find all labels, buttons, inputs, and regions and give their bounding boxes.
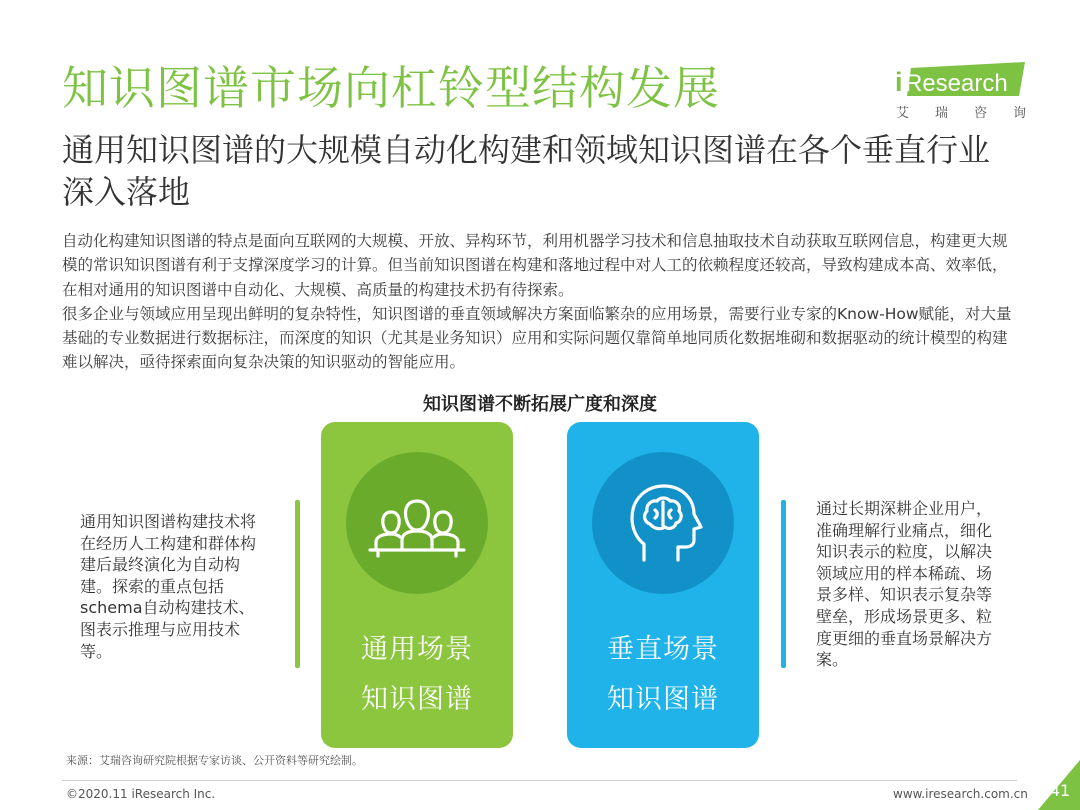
general-kg-label-line2: 知识图谱 (361, 684, 473, 715)
logo-char: 瑞 (934, 106, 948, 121)
iresearch-logo (893, 62, 1028, 124)
page-title: 知识图谱市场向杠铃型结构发展 (62, 61, 720, 115)
logo-char: 咨 (973, 106, 987, 121)
body-text (62, 229, 1022, 375)
vertical-kg-label-line1: 垂直场景 (607, 634, 719, 665)
logo-brand-i: i (895, 67, 903, 97)
right-accent-bar (781, 500, 786, 668)
left-accent-bar (295, 500, 300, 668)
logo-chinese-name (896, 102, 1026, 121)
website-link[interactable]: www.iresearch.com.cn (893, 787, 1028, 801)
general-kg-label-line1: 通用场景 (361, 634, 473, 665)
logo-mark (893, 62, 1028, 100)
logo-char: 询 (1012, 106, 1026, 121)
body-paragraph: 很多企业与领域应用呈现出鲜明的复杂特性，知识图谱的垂直领域解决方案面临繁杂的应用场景，需要行业专家的Know-How赋能，对大量基础的专业数据进行数据标注，而深度的知识（尤其是业务知识）应用和实际问题仅靠简单地同质化数据堆砌和数据驱动的统计模型的构建难以解决，亟待探索面向复杂决策的知识驱动的智能应用。 (62, 304, 1012, 372)
page-number: 41 (1049, 781, 1071, 800)
body-paragraph: 自动化构建知识图谱的特点是面向互联网的大规模、开放、异构环节，利用机器学习技术和信息抽取技术自动获取互联网信息，构建更大规模的常识知识图谱有利于支撑深度学习的计算。但当前知识图谱在构建和落地过程中对人工的依赖程度还较高，导致构建成本高、效率低，在相对通用的知识图谱中自动化、大规模、高质量的构建技术扔有待探索。 (62, 232, 1008, 299)
vertical-kg-card (567, 422, 759, 748)
vertical-kg-description: 通过长期深耕企业用户，准确理解行业痛点，细化知识表示的粒度，以解决领域应用的样本稀疏、场景多样、知识表示复杂等壁垒，形成场景更多、粒度更细的垂直场景解决方案。 (816, 499, 993, 670)
general-kg-icon-circle (346, 452, 488, 594)
general-kg-card (321, 422, 513, 748)
logo-char: 艾 (896, 106, 910, 121)
logo-brand-text: Research (905, 70, 1008, 97)
diagram-title: 知识图谱不断拓展广度和深度 (423, 394, 657, 415)
general-kg-description: 通用知识图谱构建技术将在经历人工构建和群体构建后最终演化为自动构建。探索的重点包括schema自动构建技术、图表示推理与应用技术等。 (80, 512, 257, 661)
source-note: 来源：艾瑞咨询研究院根据专家访谈、公开资料等研究绘制。 (66, 754, 363, 767)
vertical-kg-label-line2: 知识图谱 (607, 684, 719, 715)
footer-divider (62, 780, 1017, 781)
copyright: ©2020.11 iResearch Inc. (66, 787, 216, 801)
vertical-kg-icon-circle (592, 452, 734, 594)
head-brain-icon (592, 452, 734, 594)
people-group-icon (346, 452, 488, 594)
page-subtitle: 通用知识图谱的大规模自动化构建和领域知识图谱在各个垂直行业深入落地 (62, 131, 991, 211)
